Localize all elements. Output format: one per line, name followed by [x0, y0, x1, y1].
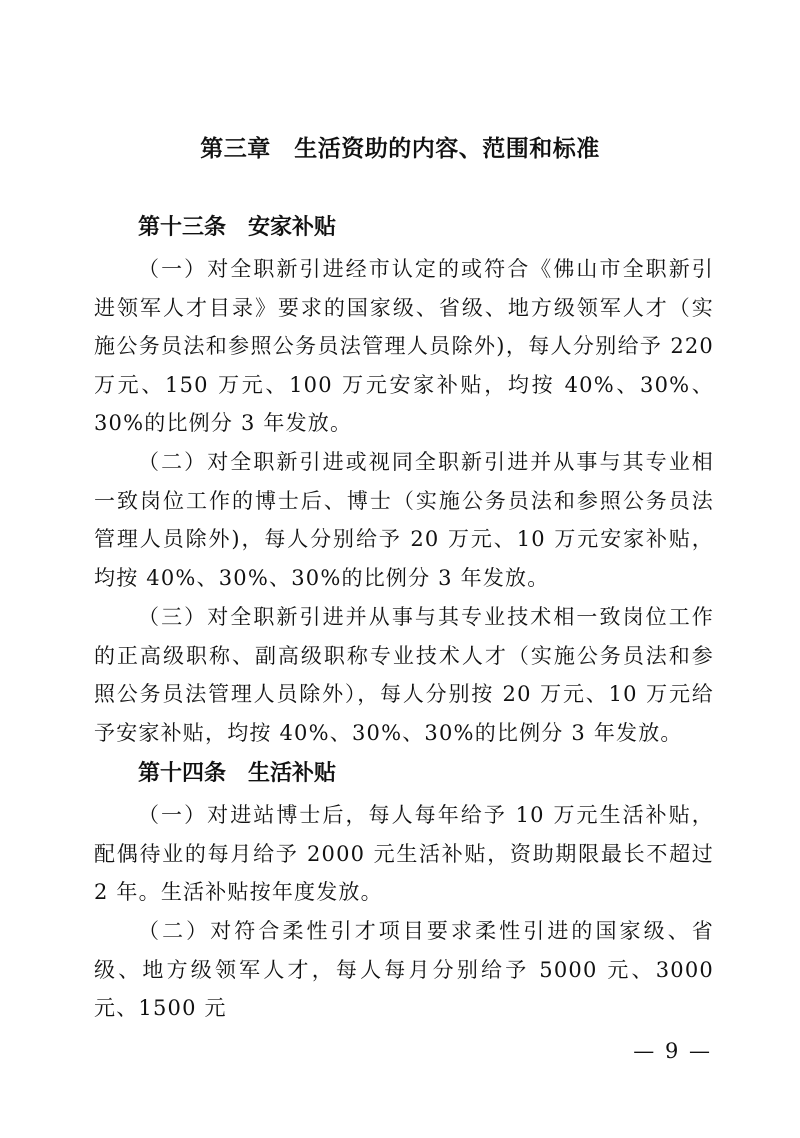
paragraph: （一）对全职新引进经市认定的或符合《佛山市全职新引进领军人才目录》要求的国家级、省级、地方级领军人才（实施公务员法和参照公务员法管理人员除外)，每人分别给予 220 万元、150 万元、100 万元安家补贴，均按 40%、30%、30%的比例分 3 年发放。	[94, 257, 714, 436]
page-number: — 9 —	[633, 1039, 712, 1063]
paragraph: （二）对符合柔性引才项目要求柔性引进的国家级、省级、地方级领军人才，每人每月分别给予 5000 元、3000 元、1500 元	[94, 919, 714, 1021]
article-heading: 第十三条 安家补贴	[138, 215, 337, 240]
article-heading: 第十四条 生活补贴	[138, 761, 337, 786]
chapter-title: 第三章 生活资助的内容、范围和标准	[200, 136, 600, 162]
paragraph: （二）对全职新引进或视同全职新引进并从事与其专业相一致岗位工作的博士后、博士（实施公务员法和参照公务员法管理人员除外)，每人分别给予 20 万元、10 万元安家补贴，均按 40%、30%、30%的比例分 3 年发放。	[94, 450, 714, 590]
paragraph: （一）对进站博士后，每人每年给予 10 万元生活补贴，配偶待业的每月给予 2000 元生活补贴，资助期限最长不超过 2 年。生活补贴按年度发放。	[94, 803, 714, 905]
paragraph: （三）对全职新引进并从事与其专业技术相一致岗位工作的正高级职称、副高级职称专业技术人才（实施公务员法和参照公务员法管理人员除外），每人分别按 20 万元、10 万元给予安家补贴，均按 40%、30%、30%的比例分 3 年发放。	[94, 605, 714, 745]
